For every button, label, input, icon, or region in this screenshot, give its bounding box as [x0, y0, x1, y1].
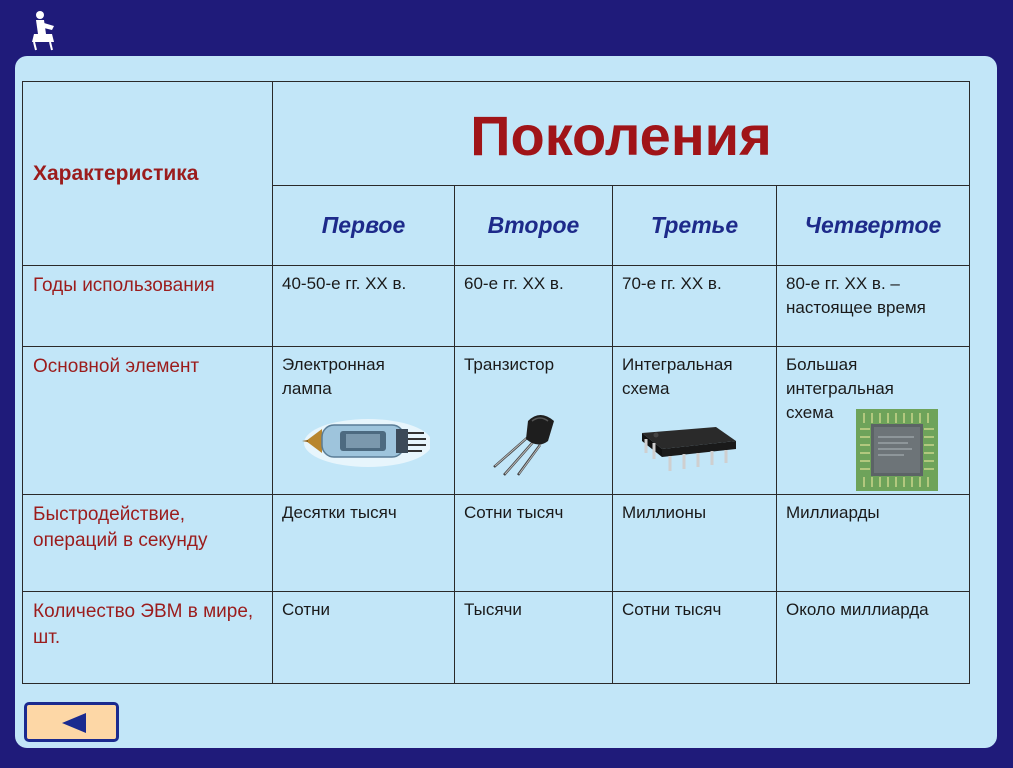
- table-cell: Миллионы: [613, 495, 777, 592]
- reading-person-logo-icon: [26, 10, 60, 52]
- cell-text: Транзистор: [464, 355, 555, 374]
- characteristic-header: Характеристика: [23, 82, 273, 266]
- cell-text: Интегральная схема: [622, 355, 733, 398]
- cell-text: Электронная лампа: [282, 355, 385, 398]
- table-row: [23, 592, 970, 684]
- table-cell: Около миллиарда: [777, 592, 970, 684]
- row-label: Основной элемент: [23, 347, 273, 495]
- generation-header: Первое: [273, 186, 455, 266]
- row-label: Быстродействие, операций в секунду: [23, 495, 273, 592]
- generations-table: [22, 81, 970, 684]
- vacuum-tube-image: [300, 411, 430, 471]
- table-cell: [273, 347, 455, 495]
- table-cell: [613, 347, 777, 495]
- table-cell: [455, 347, 613, 495]
- integrated-circuit-image: [636, 423, 740, 475]
- back-button[interactable]: [24, 702, 119, 742]
- table-row: [23, 347, 970, 495]
- table-row: [23, 266, 970, 347]
- lsi-chip-image: [856, 409, 938, 491]
- table-cell: Сотни: [273, 592, 455, 684]
- table-cell: 60-е гг. XX в.: [455, 266, 613, 347]
- row-label: Количество ЭВМ в мире, шт.: [23, 592, 273, 684]
- page-title: Поколения: [273, 82, 970, 186]
- table-cell: Сотни тысяч: [613, 592, 777, 684]
- row-label: Годы использования: [23, 266, 273, 347]
- table-cell: Миллиарды: [777, 495, 970, 592]
- table-cell: 40-50-е гг. XX в.: [273, 266, 455, 347]
- table-row: [23, 495, 970, 592]
- table-cell: 70-е гг. XX в.: [613, 266, 777, 347]
- cell-text: Большая интегральная схема: [786, 355, 894, 422]
- table-cell: [777, 347, 970, 495]
- generation-header: Третье: [613, 186, 777, 266]
- generation-header: Второе: [455, 186, 613, 266]
- transistor-image: [488, 409, 568, 479]
- table-cell: Тысячи: [455, 592, 613, 684]
- table-cell: 80-е гг. XX в. – настоящее время: [777, 266, 970, 347]
- generation-header: Четвертое: [777, 186, 970, 266]
- table-cell: Десятки тысяч: [273, 495, 455, 592]
- table-cell: Сотни тысяч: [455, 495, 613, 592]
- back-arrow-icon: [62, 713, 86, 733]
